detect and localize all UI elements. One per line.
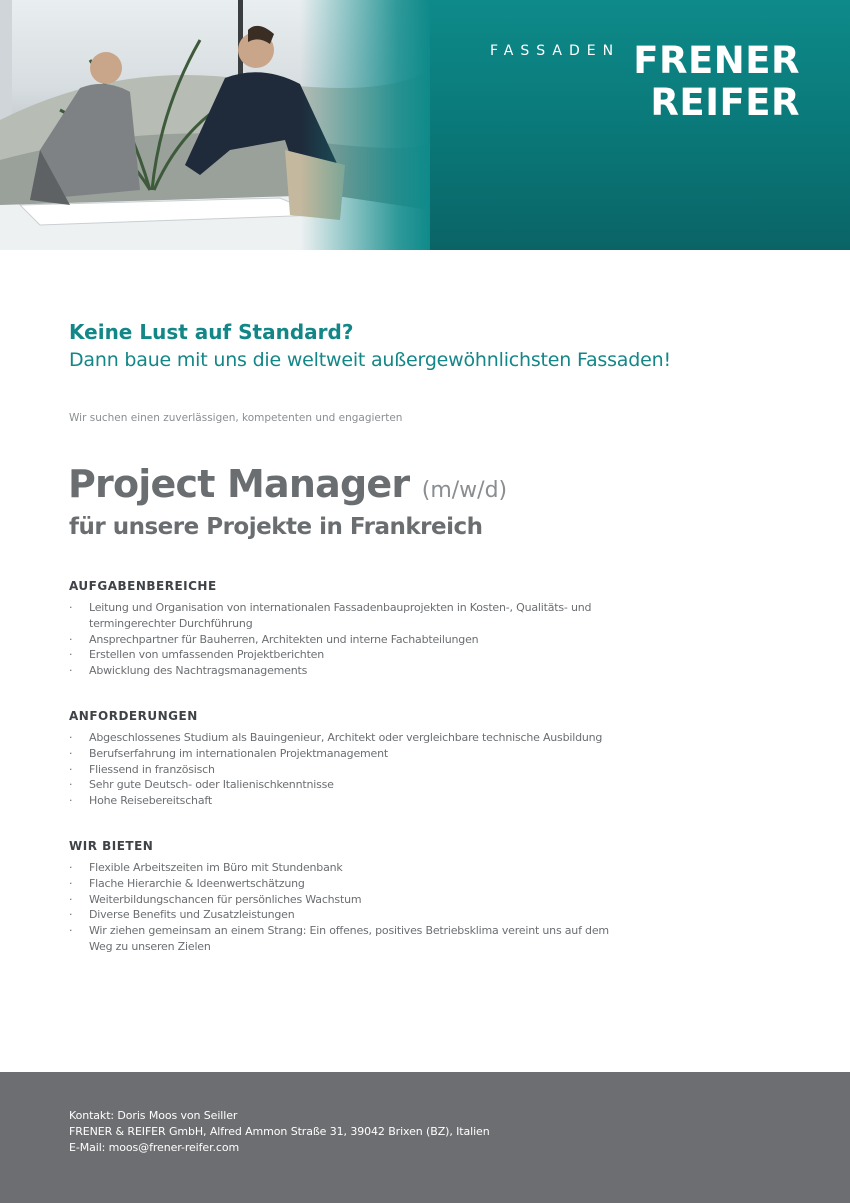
list-item bbox=[69, 632, 629, 648]
footer-contact-block bbox=[69, 1108, 490, 1156]
list-item bbox=[69, 762, 629, 778]
list-item-text: Ansprechpartner für Bauherren, Architekten und interne Fachabteilungen bbox=[89, 632, 479, 646]
job-title-suffix: (m/w/d) bbox=[421, 478, 508, 503]
list-item-text: Berufserfahrung im internationalen Projektmanagement bbox=[89, 746, 388, 760]
job-title bbox=[68, 462, 507, 506]
bullet-icon: · bbox=[69, 794, 73, 808]
bullet-icon: · bbox=[69, 648, 73, 662]
bullet-icon: · bbox=[69, 876, 73, 890]
list-item bbox=[69, 923, 629, 955]
list-item-text: Fliessend in französisch bbox=[89, 762, 215, 776]
section-list bbox=[69, 600, 629, 679]
list-item bbox=[69, 907, 629, 923]
section-wir-bieten bbox=[69, 838, 629, 955]
list-item-text: Hohe Reisebereitschaft bbox=[89, 794, 212, 808]
section-heading: AUFGABENBEREICHE bbox=[69, 579, 217, 593]
logo-line-1: FRENER bbox=[633, 39, 800, 82]
bullet-icon: · bbox=[69, 731, 73, 744]
list-item bbox=[69, 600, 629, 632]
bullet-icon: · bbox=[69, 664, 73, 678]
list-item bbox=[69, 647, 629, 663]
section-heading: WIR BIETEN bbox=[69, 839, 154, 853]
list-item bbox=[69, 876, 629, 892]
bullet-icon: · bbox=[69, 601, 73, 614]
logo-prefix: FASSADEN bbox=[490, 43, 621, 59]
bullet-icon: · bbox=[69, 778, 73, 792]
headline-block bbox=[69, 318, 769, 374]
section-heading: ANFORDERUNGEN bbox=[69, 709, 198, 723]
list-item bbox=[69, 730, 629, 746]
section-list bbox=[69, 860, 629, 955]
section-list bbox=[69, 730, 629, 809]
list-item-text: Flexible Arbeitszeiten im Büro mit Stundenbank bbox=[89, 861, 343, 874]
job-subtitle: für unsere Projekte in Frankreich bbox=[69, 514, 483, 540]
logo-wordmark bbox=[633, 40, 800, 124]
list-item bbox=[69, 860, 629, 876]
header-banner bbox=[0, 0, 850, 250]
list-item-text: Abwicklung des Nachtragsmanagements bbox=[89, 664, 308, 678]
bullet-icon: · bbox=[69, 908, 73, 922]
list-item-text: Erstellen von umfassenden Projektberichten bbox=[89, 648, 325, 662]
job-title-text: Project Manager bbox=[68, 462, 410, 506]
subheadline: Dann baue mit uns die weltweit außergewöhnlichsten Fassaden! bbox=[69, 349, 671, 371]
footer-address: FRENER & REIFER GmbH, Alfred Ammon Straße 31, 39042 Brixen (BZ), Italien bbox=[69, 1125, 490, 1138]
hero-photo bbox=[0, 0, 430, 250]
list-item bbox=[69, 777, 629, 793]
list-item bbox=[69, 793, 629, 809]
list-item-text: Diverse Benefits und Zusatzleistungen bbox=[89, 908, 295, 922]
list-item-text: Sehr gute Deutsch- oder Italienischkenntnisse bbox=[89, 778, 334, 792]
section-aufgabenbereiche bbox=[69, 578, 629, 679]
footer-email-link[interactable]: E-Mail: moos@frener-reifer.com bbox=[69, 1141, 240, 1154]
photo-gradient-overlay bbox=[300, 0, 430, 250]
bullet-icon: · bbox=[69, 861, 73, 874]
list-item bbox=[69, 892, 629, 908]
list-item-text: Wir ziehen gemeinsam an einem Strang: Ein offenes, positives Betriebsklima vereint uns auf dem Weg zu unseren Zielen bbox=[89, 924, 609, 953]
list-item-text: Weiterbildungschancen für persönliches Wachstum bbox=[89, 892, 362, 906]
logo-line-2: REIFER bbox=[650, 81, 800, 124]
bullet-icon: · bbox=[69, 924, 73, 938]
headline: Keine Lust auf Standard? bbox=[69, 320, 354, 344]
footer-contact-person: Kontakt: Doris Moos von Seiller bbox=[69, 1109, 238, 1122]
bullet-icon: · bbox=[69, 892, 73, 906]
bullet-icon: · bbox=[69, 746, 73, 760]
intro-text: Wir suchen einen zuverlässigen, kompetenten und engagierten bbox=[69, 412, 403, 424]
bullet-icon: · bbox=[69, 632, 73, 646]
footer bbox=[0, 1072, 850, 1203]
list-item-text: Leitung und Organisation von internationalen Fassadenbauprojekten in Kosten-, Qualitäts- und termingerechter Durchführung bbox=[89, 601, 592, 630]
bullet-icon: · bbox=[69, 762, 73, 776]
list-item bbox=[69, 663, 629, 679]
list-item-text: Abgeschlossenes Studium als Bauingenieur, Architekt oder vergleichbare technische Ausbildung bbox=[89, 731, 603, 744]
list-item bbox=[69, 746, 629, 762]
list-item-text: Flache Hierarchie & Ideenwertschätzung bbox=[89, 876, 305, 890]
section-anforderungen bbox=[69, 708, 629, 809]
